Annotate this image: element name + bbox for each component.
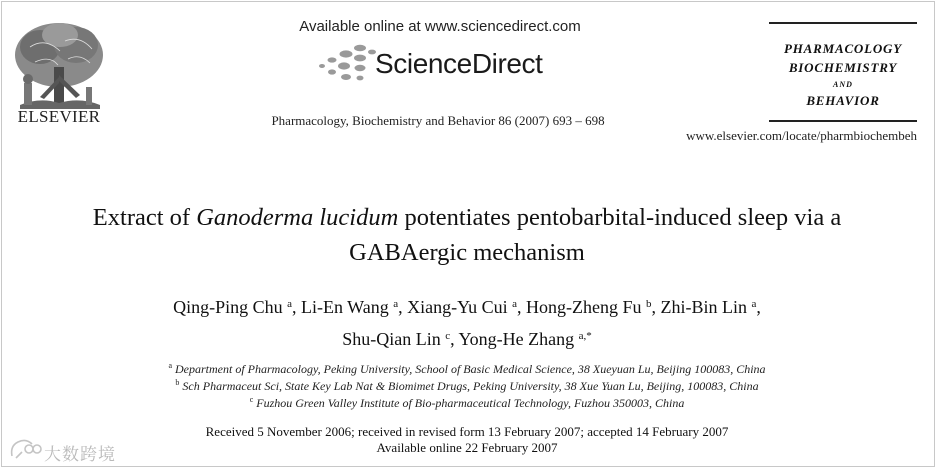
author-affiliation-mark: a <box>287 298 293 310</box>
author-affiliation-mark: a <box>751 298 757 310</box>
author-separator: , <box>292 297 302 317</box>
online-date: Available online 22 February 2007 <box>376 440 558 455</box>
title-text: potentiates pentobarbital-induced sleep via a <box>398 204 842 231</box>
author-affiliation-mark: c <box>445 330 451 342</box>
author-separator: , <box>651 297 661 317</box>
journal-title-line: BIOCHEMISTRY <box>788 60 898 75</box>
author-separator: , <box>450 329 459 349</box>
author-line <box>0 322 934 354</box>
affiliation-mark: c <box>249 395 254 404</box>
author-name[interactable]: Qing-Ping Chu <box>173 297 283 317</box>
author-affiliation-mark: a <box>393 298 399 310</box>
journal-title-line: PHARMACOLOGY <box>784 41 902 56</box>
author-name[interactable]: Xiang-Yu Cui <box>407 297 508 317</box>
title-text: Extract of <box>92 204 197 231</box>
journal-title-line: AND <box>833 80 853 89</box>
sciencedirect-wordmark: ScienceDirect <box>375 48 543 79</box>
author-affiliation-mark: b <box>646 298 652 310</box>
affiliation-text: Fuzhou Green Valley Institute of Bio-pharmaceutical Technology, Fuzhou 350003, China <box>256 396 685 410</box>
journal-title-line: BEHAVIOR <box>806 93 880 108</box>
available-online-text[interactable]: Available online at www.sciencedirect.com <box>299 18 581 35</box>
affiliation-text: Sch Pharmaceut Sci, State Key Lab Nat & Biomimet Drugs, Peking University, 38 Xue Yuan Lu, Beijing, 100083, China <box>182 379 759 393</box>
journal-citation: Pharmacology, Biochemistry and Behavior 86 (2007) 693 – 698 <box>271 113 605 128</box>
author-affiliation-mark: a,* <box>578 330 592 342</box>
journal-title-box <box>769 22 917 122</box>
author-name[interactable]: Yong-He Zhang <box>458 329 575 349</box>
affiliation <box>0 378 934 394</box>
author-line <box>0 290 934 322</box>
article-title <box>0 200 934 270</box>
publisher-name: ELSEVIER <box>17 107 101 126</box>
affiliation <box>0 395 934 411</box>
journal-url-link[interactable]: www.elsevier.com/locate/pharmbiochembeh <box>686 128 917 143</box>
watermark-text: 大数跨境 <box>44 445 116 465</box>
sciencedirect-dots-icon <box>316 44 378 84</box>
author-name[interactable]: Shu-Qian Lin <box>342 329 441 349</box>
title-text-line2: GABAergic mechanism <box>349 239 585 266</box>
watermark-logo-icon <box>8 436 44 462</box>
author-name[interactable]: Hong-Zheng Fu <box>526 297 642 317</box>
author-separator: , <box>756 297 761 317</box>
author-separator: , <box>517 297 526 317</box>
affiliation-mark: a <box>168 361 172 370</box>
author-name[interactable]: Li-En Wang <box>301 297 389 317</box>
title-species: Ganoderma lucidum <box>196 204 399 231</box>
affiliation <box>0 361 934 377</box>
author-name[interactable]: Zhi-Bin Lin <box>660 297 747 317</box>
received-dates: Received 5 November 2006; received in revised form 13 February 2007; accepted 14 February 2007 <box>205 424 729 439</box>
affiliation-text: Department of Pharmacology, Peking University, School of Basic Medical Science, 38 Xueyuan Lu, Beijing 100083, China <box>175 362 766 376</box>
author-affiliation-mark: a <box>512 298 517 310</box>
author-separator: , <box>398 297 408 317</box>
affiliation-mark: b <box>175 378 180 387</box>
author-list <box>0 290 934 354</box>
